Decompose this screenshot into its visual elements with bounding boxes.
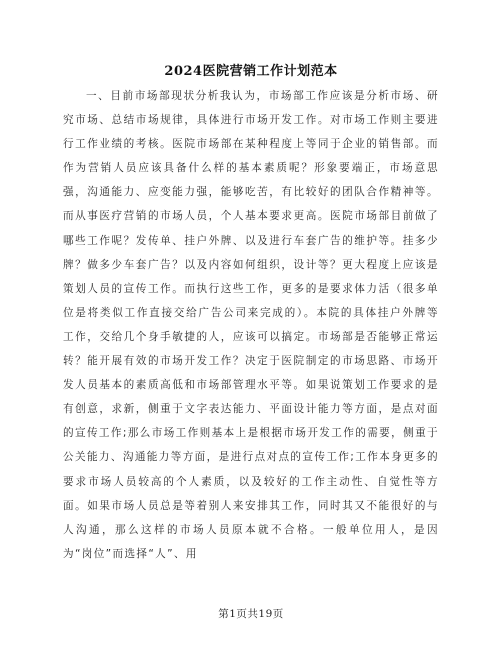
document-title: 2024医院营销工作计划范本 xyxy=(164,64,338,79)
page-number-footer: 第1页共19页 xyxy=(218,608,284,620)
document-body-paragraph: 一、目前市场部现状分析我认为，市场部工作应该是分析市场、研究市场、总结市场规律，具体进行市场开发工作。对市场工作则主要进行工作业绩的考核。医院市场部在某种程度上等同于企业的销售部。而作为营销人员应该具备什么样的基本素质呢？形象要端正，市场意思强，沟通能力、应变能力强，能够吃苦，有比较好的团队合作精神等。而从事医疗营销的市场人员，个人基本要求更高。医院市场部目前做了哪些工作呢？发传单、挂户外牌、以及进行车套广告的维护等。挂多少牌？做多少车套广告？以及内容如何组织，设计等？更大程度上应该是策划人员的宣传工作。而执行这些工作，更多的是要求体力活（很多单位是将类似工作直接交给广告公司来完成的）。本院的具体挂户外牌等工作，交给几个身手敏捷的人，应该可以搞定。市场部是否能够正常运转？能开展有效的市场开发工作？决定于医院制定的市场思路、市场开发人员基本的素质高低和市场部管理水平等。如果说策划工作要求的是有创意，求新，侧重于文字表达能力、平面设计能力等方面，是点对面的宣传工作;那么市场工作则基本上是根据市场开发工作的需要，侧重于公关能力、沟通能力等方面，是进行点对点的宣传工作;工作本身更多的要求市场人员较高的个人素质，以及较好的工作主动性、自觉性等方面。如果市场人员总是等着别人来安排其工作，同时其又不能很好的与人沟通，那么这样的市场人员原本就不合格。一般单位用人，是因为“岗位”而选择“人”、用 xyxy=(63,90,439,560)
